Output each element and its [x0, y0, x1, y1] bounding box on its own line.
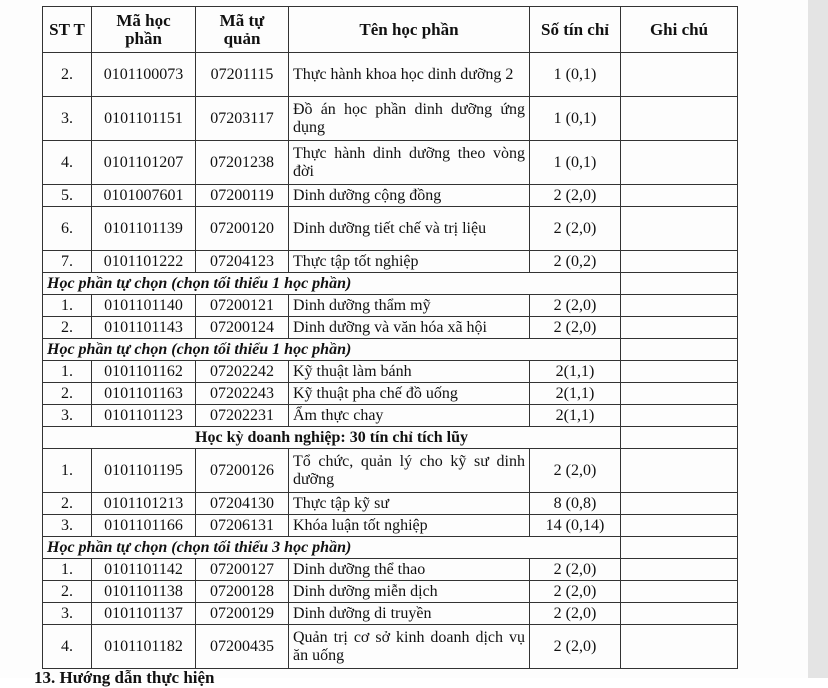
header-ten-hoc-phan: Tên học phần — [289, 7, 530, 53]
row-so-tin-chi: 2 (2,0) — [530, 185, 621, 207]
row-ma-hoc-phan: 0101101143 — [92, 317, 196, 339]
table-row — [43, 207, 738, 251]
row-ghi-chu — [621, 581, 738, 603]
row-ten-hoc-phan: Tổ chức, quản lý cho kỹ sư dinh dưỡng — [289, 449, 530, 493]
row-ma-hoc-phan: 0101101195 — [92, 449, 196, 493]
row-ghi-chu — [621, 317, 738, 339]
row-ten-hoc-phan: Thực hành khoa học dinh dưỡng 2 — [289, 53, 530, 97]
row-ma-tu-quan: 07206131 — [196, 515, 289, 537]
table-body — [43, 53, 738, 669]
section-ghi-chu — [621, 537, 738, 559]
next-section-heading: 13. Hướng dẫn thực hiện — [34, 668, 215, 687]
table-row — [43, 405, 738, 427]
row-ma-tu-quan: 07200120 — [196, 207, 289, 251]
table-row — [43, 383, 738, 405]
row-ma-tu-quan: 07204130 — [196, 493, 289, 515]
section-row — [43, 427, 738, 449]
row-ma-tu-quan: 07200119 — [196, 185, 289, 207]
row-so-tin-chi: 2(1,1) — [530, 361, 621, 383]
row-so-tin-chi: 2 (2,0) — [530, 317, 621, 339]
row-ma-hoc-phan: 0101100073 — [92, 53, 196, 97]
row-ma-hoc-phan: 0101101140 — [92, 295, 196, 317]
section-title: Học kỳ doanh nghiệp: 30 tín chỉ tích lũy — [43, 427, 621, 449]
row-ten-hoc-phan: Kỹ thuật pha chế đồ uống — [289, 383, 530, 405]
row-so-tin-chi: 1 (0,1) — [530, 97, 621, 141]
row-ghi-chu — [621, 449, 738, 493]
row-ma-tu-quan: 07201115 — [196, 53, 289, 97]
row-ma-tu-quan: 07200127 — [196, 559, 289, 581]
table-row — [43, 141, 738, 185]
header-row — [43, 7, 738, 53]
row-ma-hoc-phan: 0101101213 — [92, 493, 196, 515]
table-row — [43, 493, 738, 515]
row-ma-tu-quan: 07200126 — [196, 449, 289, 493]
row-stt: 7. — [43, 251, 92, 273]
row-ghi-chu — [621, 603, 738, 625]
row-ghi-chu — [621, 625, 738, 669]
row-so-tin-chi: 8 (0,8) — [530, 493, 621, 515]
row-so-tin-chi: 2 (2,0) — [530, 559, 621, 581]
row-ten-hoc-phan: Đồ án học phần dinh dưỡng ứng dụng — [289, 97, 530, 141]
row-stt: 1. — [43, 449, 92, 493]
table-row — [43, 97, 738, 141]
section-title: Học phần tự chọn (chọn tối thiểu 1 học phần) — [43, 339, 621, 361]
row-ma-hoc-phan: 0101101162 — [92, 361, 196, 383]
row-so-tin-chi: 1 (0,1) — [530, 53, 621, 97]
row-so-tin-chi: 2 (2,0) — [530, 603, 621, 625]
row-ma-tu-quan: 07200129 — [196, 603, 289, 625]
row-stt: 1. — [43, 559, 92, 581]
row-ma-tu-quan: 07202231 — [196, 405, 289, 427]
row-ghi-chu — [621, 141, 738, 185]
row-ten-hoc-phan: Thực tập tốt nghiệp — [289, 251, 530, 273]
row-ten-hoc-phan: Dinh dưỡng cộng đồng — [289, 185, 530, 207]
row-stt: 6. — [43, 207, 92, 251]
row-stt: 1. — [43, 295, 92, 317]
row-so-tin-chi: 2 (0,2) — [530, 251, 621, 273]
row-ghi-chu — [621, 185, 738, 207]
row-ma-hoc-phan: 0101101166 — [92, 515, 196, 537]
row-so-tin-chi: 2 (2,0) — [530, 581, 621, 603]
row-stt: 2. — [43, 581, 92, 603]
table-row — [43, 559, 738, 581]
header-ghi-chu: Ghi chú — [621, 7, 738, 53]
row-ma-tu-quan: 07203117 — [196, 97, 289, 141]
row-ghi-chu — [621, 559, 738, 581]
row-ghi-chu — [621, 515, 738, 537]
table-row — [43, 449, 738, 493]
row-stt: 4. — [43, 141, 92, 185]
row-ma-tu-quan: 07202243 — [196, 383, 289, 405]
row-ghi-chu — [621, 53, 738, 97]
section-title: Học phần tự chọn (chọn tối thiểu 1 học phần) — [43, 273, 621, 295]
section-row — [43, 273, 738, 295]
row-ghi-chu — [621, 207, 738, 251]
row-ghi-chu — [621, 361, 738, 383]
section-ghi-chu — [621, 273, 738, 295]
table-row — [43, 515, 738, 537]
row-ma-tu-quan: 07201238 — [196, 141, 289, 185]
row-ma-hoc-phan: 0101101182 — [92, 625, 196, 669]
row-stt: 2. — [43, 493, 92, 515]
row-ten-hoc-phan: Khóa luận tốt nghiệp — [289, 515, 530, 537]
row-ten-hoc-phan: Quản trị cơ sở kinh doanh dịch vụ ăn uống — [289, 625, 530, 669]
row-ghi-chu — [621, 251, 738, 273]
row-ma-hoc-phan: 0101101123 — [92, 405, 196, 427]
row-stt: 4. — [43, 625, 92, 669]
row-ma-tu-quan: 07204123 — [196, 251, 289, 273]
row-ma-tu-quan: 07200121 — [196, 295, 289, 317]
row-stt: 3. — [43, 97, 92, 141]
row-stt: 3. — [43, 603, 92, 625]
row-so-tin-chi: 2 (2,0) — [530, 295, 621, 317]
table-row — [43, 361, 738, 383]
row-stt: 2. — [43, 383, 92, 405]
row-ten-hoc-phan: Thực hành dinh dưỡng theo vòng đời — [289, 141, 530, 185]
row-ghi-chu — [621, 493, 738, 515]
table-row — [43, 603, 738, 625]
row-ma-hoc-phan: 0101101142 — [92, 559, 196, 581]
row-so-tin-chi: 2 (2,0) — [530, 207, 621, 251]
row-ma-hoc-phan: 0101101138 — [92, 581, 196, 603]
table-row — [43, 251, 738, 273]
row-stt: 2. — [43, 317, 92, 339]
table-row — [43, 295, 738, 317]
row-so-tin-chi: 2(1,1) — [530, 405, 621, 427]
row-ma-hoc-phan: 0101101207 — [92, 141, 196, 185]
row-so-tin-chi: 14 (0,14) — [530, 515, 621, 537]
header-stt: ST T — [43, 7, 92, 53]
row-stt: 1. — [43, 361, 92, 383]
row-stt: 3. — [43, 405, 92, 427]
course-table — [42, 6, 738, 669]
row-ma-hoc-phan: 0101101222 — [92, 251, 196, 273]
section-ghi-chu — [621, 427, 738, 449]
row-ten-hoc-phan: Dinh dưỡng thể thao — [289, 559, 530, 581]
row-ten-hoc-phan: Dinh dưỡng di truyền — [289, 603, 530, 625]
row-ten-hoc-phan: Thực tập kỹ sư — [289, 493, 530, 515]
section-ghi-chu — [621, 339, 738, 361]
row-ten-hoc-phan: Dinh dưỡng miễn dịch — [289, 581, 530, 603]
section-title: Học phần tự chọn (chọn tối thiểu 3 học phần) — [43, 537, 621, 559]
row-ghi-chu — [621, 405, 738, 427]
table-row — [43, 317, 738, 339]
table-row — [43, 185, 738, 207]
row-ma-tu-quan: 07200435 — [196, 625, 289, 669]
table-row — [43, 53, 738, 97]
row-ma-hoc-phan: 0101101151 — [92, 97, 196, 141]
row-so-tin-chi: 2(1,1) — [530, 383, 621, 405]
row-so-tin-chi: 2 (2,0) — [530, 625, 621, 669]
section-row — [43, 339, 738, 361]
row-stt: 3. — [43, 515, 92, 537]
row-ghi-chu — [621, 97, 738, 141]
row-ma-hoc-phan: 0101007601 — [92, 185, 196, 207]
row-ma-hoc-phan: 0101101163 — [92, 383, 196, 405]
row-ten-hoc-phan: Dinh dưỡng thẩm mỹ — [289, 295, 530, 317]
table-row — [43, 581, 738, 603]
section-row — [43, 537, 738, 559]
row-ten-hoc-phan: Kỹ thuật làm bánh — [289, 361, 530, 383]
row-ma-tu-quan: 07200124 — [196, 317, 289, 339]
header-so-tin-chi: Số tín chỉ — [530, 7, 621, 53]
header-ma-tu-quan: Mã tự quản — [196, 7, 289, 53]
row-ten-hoc-phan: Ẩm thực chay — [289, 405, 530, 427]
row-ma-tu-quan: 07202242 — [196, 361, 289, 383]
row-stt: 2. — [43, 53, 92, 97]
header-ma-hoc-phan: Mã học phần — [92, 7, 196, 53]
table-row — [43, 625, 738, 669]
row-ten-hoc-phan: Dinh dưỡng và văn hóa xã hội — [289, 317, 530, 339]
row-ghi-chu — [621, 383, 738, 405]
row-so-tin-chi: 2 (2,0) — [530, 449, 621, 493]
row-ten-hoc-phan: Dinh dưỡng tiết chế và trị liệu — [289, 207, 530, 251]
row-ma-tu-quan: 07200128 — [196, 581, 289, 603]
row-so-tin-chi: 1 (0,1) — [530, 141, 621, 185]
row-ma-hoc-phan: 0101101137 — [92, 603, 196, 625]
row-stt: 5. — [43, 185, 92, 207]
viewer-scroll-strip — [808, 0, 828, 678]
row-ma-hoc-phan: 0101101139 — [92, 207, 196, 251]
row-ghi-chu — [621, 295, 738, 317]
